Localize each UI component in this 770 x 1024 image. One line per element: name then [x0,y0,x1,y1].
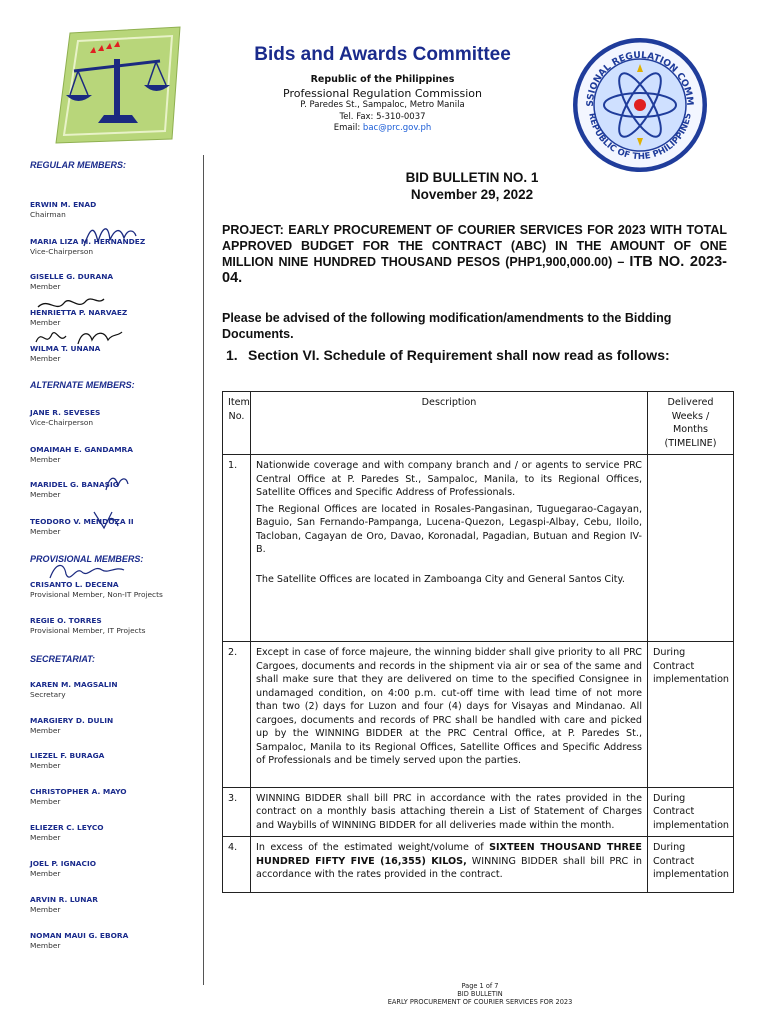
member-name: TEODORO V. MENDOZA II [30,517,134,526]
email-link[interactable]: bac@prc.gov.ph [362,123,432,133]
member-role: Member [30,490,61,499]
description-bold: SIXTEEN THOUSAND THREE HUNDRED FIFTY FIVE (16,355) KILOS, [256,842,642,867]
itb-number: ITB NO. 2023-04. [222,254,727,286]
item-number: 1. [223,455,251,642]
footer-line: EARLY PROCUREMENT OF COURIER SERVICES FOR 2023 [387,998,573,1006]
republic-line: Republic of the Philippines [310,74,455,85]
email-label: Email: [333,123,363,133]
item-number: 2. [223,642,251,788]
project-text: PROJECT: EARLY PROCUREMENT OF COURIER SERVICES FOR 2023 WITH TOTAL APPROVED BUDGET FOR THE CONTRACT (ABC) IN THE AMOUNT OF ONE MILLION NINE HUNDRED THOUSAND PESOS (PHP1,900,000.00) – [222,223,727,269]
member-name: OMAIMAH E. GANDAMRA [30,445,133,454]
committee-title: Bids and Awards Committee [254,44,511,65]
member-role: Member [30,869,61,878]
member-role: Member [30,833,61,842]
table-row [223,455,734,642]
member-name: NOMAN MAUI G. EBORA [30,931,129,940]
member-role: Vice-Chairperson [30,247,94,256]
member-role: Vice-Chairperson [30,418,94,427]
member-name: ELIEZER C. LEYCO [30,823,104,832]
delivered-cell [648,455,734,642]
section-text: Section VI. Schedule of Requirement shall now read as follows: [248,347,670,363]
member-name: ARVIN R. LUNAR [30,895,98,904]
description-cell [251,787,648,837]
description-paragraph: Except in case of force majeure, the winning bidder shall give priority to all PRC Cargoes, documents and records in the shipment via air or sea of the same and shall make sure that they are delivered on time to the specified Consignee in undamaged condition, on 4:00 p.m. cut-off time with lead time of not more than two (2) days for Luzon and four (4) days for Visayas and Mindanao. All cargoes, documents and records of PRC shall be handled with care and picked up by the WINNING BIDDER at the PRC Central Office, at P. Paredes St., Sampaloc, Manila to its Regional Offices, Satellite Offices and Specific Address of Professionals and be timely served upon the parties. [256,647,642,766]
telfax-line: Tel. Fax: 5-310-0037 [339,112,426,122]
member-role: Provisional Member, IT Projects [30,626,146,635]
footer-line: BID BULLETIN [457,990,503,998]
delivered-header: Delivered Weeks / Months (TIMELINE) [648,392,734,455]
table-row [223,787,734,837]
advisory-text: Please be advised of the following modification/amendments to the Bidding Documents. [222,311,672,341]
member-role: Member [30,941,61,950]
description-paragraph: WINNING BIDDER shall bill PRC in accordance with the rates provided in the contract on a monthly basis attaching therein a List of Statement of Charges and Waybills of WINNING BIDDER for all deliveries made within the month. [256,792,642,831]
signature-image [80,220,140,252]
commission-line: Professional Regulation Commission [283,87,482,100]
member-sidebar [30,158,205,988]
member-role: Member [30,726,61,735]
member-name: KAREN M. MAGSALIN [30,680,118,689]
signature-image [102,472,132,494]
table-header-row [223,392,734,455]
bulletin-date: November 29, 2022 [410,187,534,202]
delivered-cell: During Contract implementation [648,642,734,788]
secretariat-heading: SECRETARIAT: [30,654,95,664]
member-name: MARIDEL G. BANASIG [30,480,119,489]
address-line: P. Paredes St., Sampaloc, Metro Manila [300,100,465,110]
seal-top-text: SSIONAL REGULATION COMM [584,49,696,107]
provisional-members-heading: PROVISIONAL MEMBERS: [30,554,144,564]
member-role: Provisional Member, Non-IT Projects [30,590,163,599]
member-role: Member [30,527,61,536]
prc-seal-icon [571,36,709,174]
alternate-members-heading: ALTERNATE MEMBERS: [30,380,135,390]
bac-logo-scales-icon [52,25,182,145]
description-header: Description [251,392,648,455]
project-statement [222,222,727,286]
description-pre: In excess of the estimated weight/volume of [256,842,490,853]
regular-members-heading: REGULAR MEMBERS: [30,160,126,170]
member-role: Member [30,905,61,914]
delivered-cell: During Contract implementation [648,837,734,893]
member-role: Member [30,282,61,291]
member-name: ERWIN M. ENAD [30,200,97,209]
member-name: CHRISTOPHER A. MAYO [30,787,127,796]
item-number: 3. [223,787,251,837]
description-cell [251,455,648,642]
member-name: LIEZEL F. BURAGA [30,751,105,760]
member-name: GISELLE G. DURANA [30,272,114,281]
email-line [195,123,570,133]
page-number: Page 1 of 7 [461,982,499,990]
signature-image [46,558,126,586]
member-name: MARGIERY D. DULIN [30,716,114,725]
member-role: Member [30,761,61,770]
item-header: Item No. [223,392,251,455]
delivered-cell: During Contract implementation [648,787,734,837]
member-role: Secretary [30,690,66,699]
member-role: Chairman [30,210,66,219]
description-paragraph: Nationwide coverage and with company branch and / or agents to service PRC Central Office at P. Paredes St., Sampaloc, Manila, to its Regional Offices, Satellite Offices and Specific Address of Professionals. [256,460,642,498]
signature-image [90,508,120,532]
table-row [223,837,734,893]
bulletin-number: BID BULLETIN NO. 1 [405,170,539,185]
member-name: JANE R. SEVESES [30,408,101,417]
schedule-table [222,391,734,893]
description-post: WINNING BIDDER shall bill PRC in accordance with the rates provided in the contract. [256,855,642,880]
member-role: Member [30,318,61,327]
page-footer [300,982,660,1006]
member-name: HENRIETTA P. NARVAEZ [30,308,128,317]
description-cell [251,837,648,893]
member-name: WILMA T. UNANA [30,344,101,353]
member-name: JOEL P. IGNACIO [30,859,96,868]
item-number: 4. [223,837,251,893]
description-cell [251,642,648,788]
section-number: 1. [226,347,238,363]
member-role: Member [30,455,61,464]
member-role: Member [30,797,61,806]
table-row [223,642,734,788]
member-name: CRISANTO L. DECENA [30,580,119,589]
description-paragraph: The Satellite Offices are located in Zamboanga City and General Santos City. [256,573,625,585]
member-name: REGIE O. TORRES [30,616,102,625]
seal-bottom-text: REPUBLIC OF THE PHILIPPINES [586,112,694,163]
member-name: MARIA LIZA M. HERNANDEZ [30,237,146,246]
description-paragraph: The Regional Offices are located in Rosales-Pangasinan, Tuguegarao-Cagayan, Baguio, San Fernando-Pampanga, Lucena-Quezon, Legaspi-Albay, Cebu, Iloilo, Tacloban, Cagayan de Oro, Davao, Koronadal, Pagadian, Butuan and Region IV-B. [256,503,642,555]
member-role: Member [30,354,61,363]
